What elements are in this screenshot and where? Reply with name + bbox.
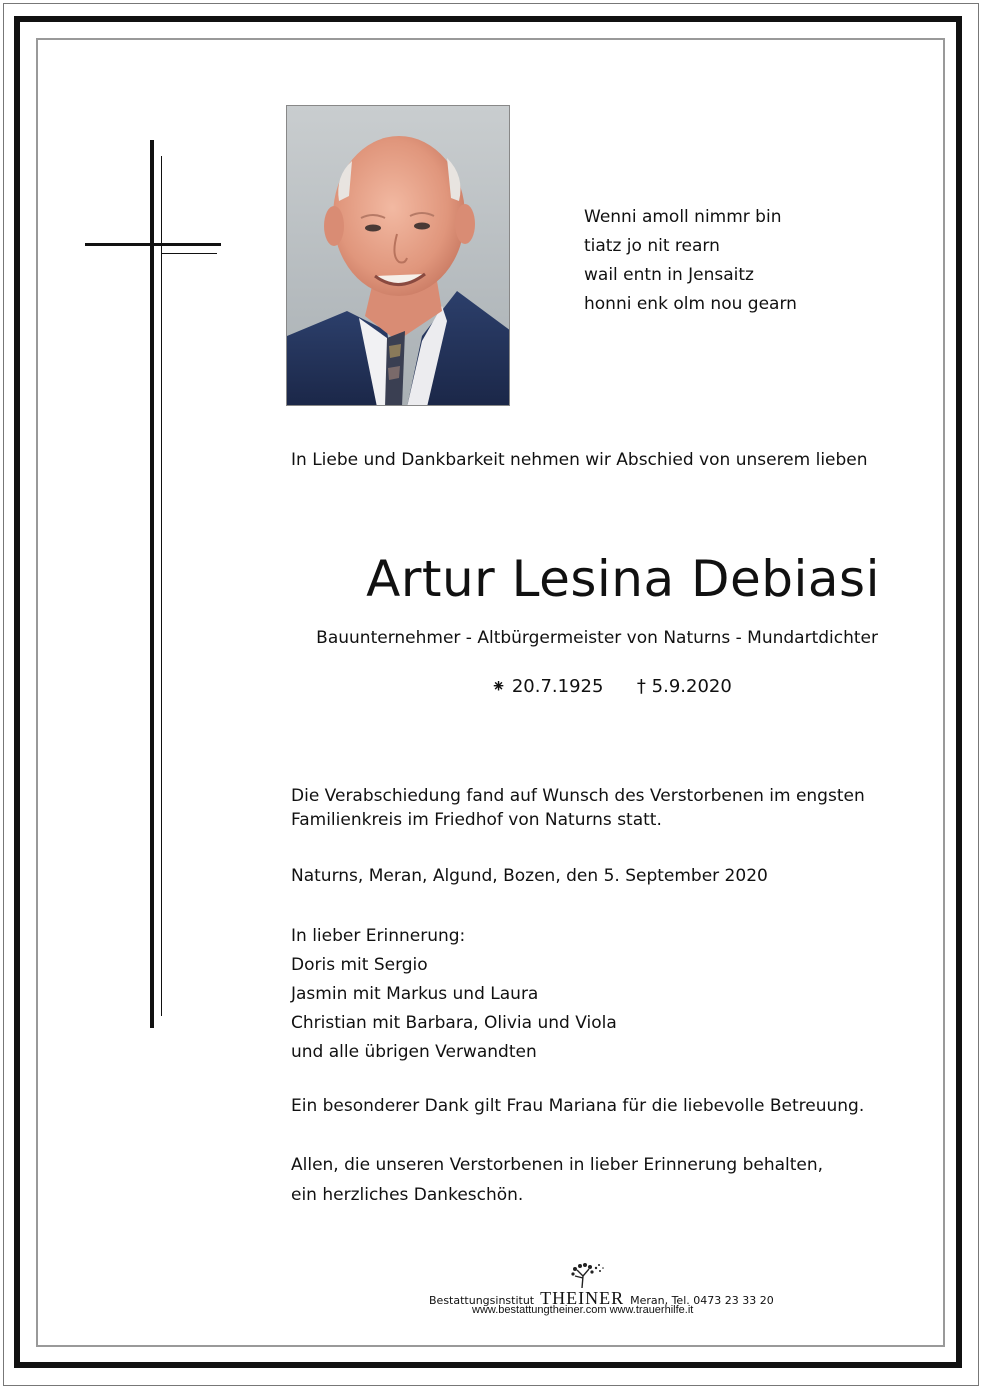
mourner-item: Christian mit Barbara, Olivia und Viola <box>291 1013 617 1033</box>
birth-star-icon: ⁕ <box>491 676 507 697</box>
footer-prefix: Bestattungsinstitut <box>429 1294 535 1307</box>
farewell-line: Familienkreis im Friedhof von Naturns statt. <box>291 810 662 830</box>
death-cross-icon: † <box>636 676 646 697</box>
mourner-item: und alle übrigen Verwandten <box>291 1042 537 1062</box>
poem-line: honni enk olm nou gearn <box>584 294 797 314</box>
footer-websites: www.bestattungtheiner.com www.trauerhilfe.it <box>472 1304 694 1316</box>
mourners-heading: In lieber Erinnerung: <box>291 926 466 946</box>
place-date-line: Naturns, Meran, Algund, Bozen, den 5. September 2020 <box>291 866 768 886</box>
cross-horizontal-line <box>161 253 217 254</box>
place-date <box>291 864 768 888</box>
farewell-line: Die Verabschiedung fand auf Wunsch des Verstorbenen im engsten <box>291 786 865 806</box>
portrait-photo <box>286 105 510 406</box>
footer-brand: THEINER <box>540 1288 625 1308</box>
birth-date: 20.7.1925 <box>511 676 604 697</box>
mourner-item: Doris mit Sergio <box>291 955 428 975</box>
thanks-line: Ein besonderer Dank gilt Frau Mariana für die liebevolle Betreuung. <box>291 1096 865 1116</box>
poem-line: Wenni amoll nimmr bin <box>584 207 782 227</box>
closing-paragraph <box>291 1150 823 1210</box>
poem-line: wail entn in Jensaitz <box>584 265 754 285</box>
life-dates <box>491 676 732 697</box>
tree-logo-icon <box>565 1262 605 1288</box>
deceased-profession: Bauunternehmer - Altbürgermeister von Naturns - Mundartdichter <box>316 628 878 648</box>
cross-horizontal-bar <box>85 243 221 246</box>
farewell-paragraph <box>291 784 865 832</box>
footer-contact: Meran, Tel. 0473 23 33 20 <box>630 1294 774 1307</box>
deceased-name: Artur Lesina Debiasi <box>366 550 880 608</box>
closing-line: Allen, die unseren Verstorbenen in lieber Erinnerung behalten, <box>291 1155 824 1175</box>
mourners-list <box>291 922 617 1067</box>
death-date: 5.9.2020 <box>651 676 732 697</box>
poem-line: tiatz jo nit rearn <box>584 236 720 256</box>
poem <box>584 203 797 319</box>
intro-text: In Liebe und Dankbarkeit nehmen wir Abschied von unserem lieben <box>291 450 868 470</box>
thanks-paragraph <box>291 1094 864 1118</box>
closing-line: ein herzliches Dankeschön. <box>291 1185 524 1205</box>
mourner-item: Jasmin mit Markus und Laura <box>291 984 539 1004</box>
